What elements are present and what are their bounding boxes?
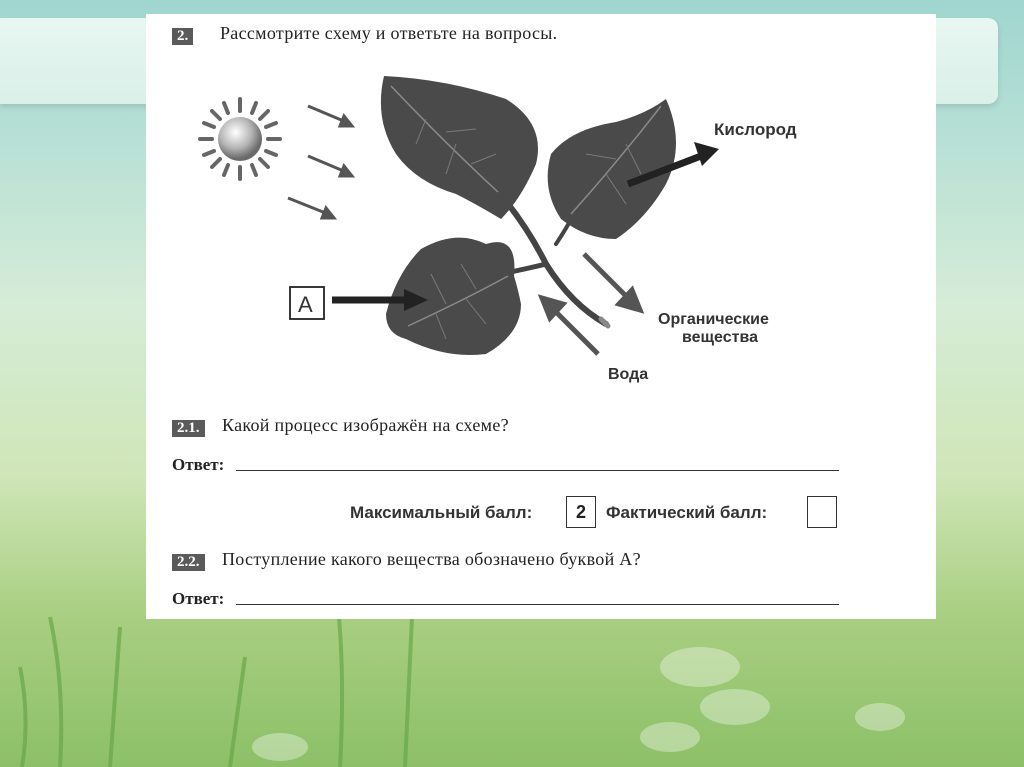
task-instruction: Рассмотрите схему и ответьте на вопросы. <box>220 23 558 43</box>
answer-2-label: Ответ: <box>172 589 225 608</box>
actual-score-box[interactable] <box>807 496 837 528</box>
question-2-text: Поступление какого вещества обозначено буквой А? <box>222 549 641 569</box>
question-1-text: Какой процесс изображён на схеме? <box>222 415 509 435</box>
organic-substances-arrow <box>584 254 640 310</box>
label-organic-1: Органические <box>658 311 769 328</box>
question-1-number: 2.1. <box>172 420 205 437</box>
question-2-number: 2.2. <box>172 554 205 571</box>
grass-background <box>0 597 1024 767</box>
light-arrows <box>288 106 352 218</box>
max-score-label: Максимальный балл: <box>350 503 533 522</box>
leaf-right <box>548 99 676 239</box>
answer-1-label: Ответ: <box>172 455 225 474</box>
water-arrow <box>542 298 598 354</box>
label-water: Вода <box>608 366 649 383</box>
task-number: 2. <box>172 28 193 45</box>
label-organic-2: вещества <box>682 329 758 346</box>
leaf-top <box>381 76 538 219</box>
answer-1-line[interactable] <box>236 470 839 471</box>
photosynthesis-diagram <box>146 14 936 404</box>
label-oxygen: Кислород <box>714 120 797 139</box>
max-score-box: 2 <box>566 496 596 528</box>
worksheet-page <box>146 14 936 619</box>
label-a: А <box>298 292 313 317</box>
answer-2-line[interactable] <box>236 604 839 605</box>
actual-score-label: Фактический балл: <box>606 503 768 522</box>
sun-icon <box>200 99 280 179</box>
